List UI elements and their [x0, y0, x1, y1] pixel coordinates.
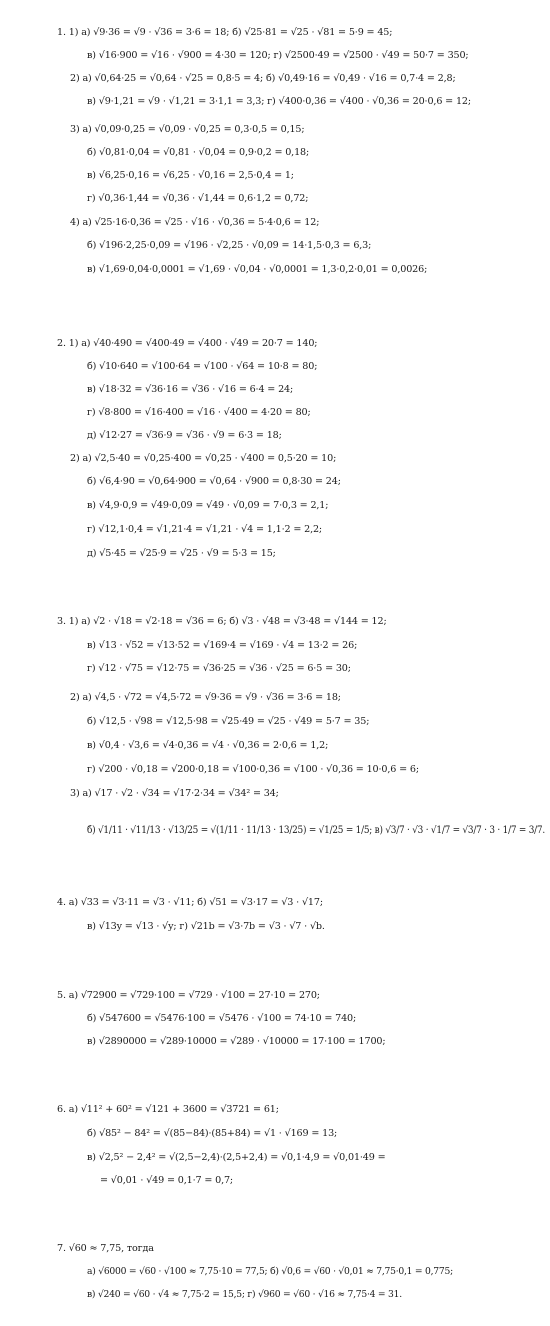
line-7-2: а) √6000 = √60 · √100 ≈ 7,75·10 = 77,5; б) √0,6 = √60 · √0,01 ≈ 7,75·0,1 = 0,775;: [87, 1266, 453, 1277]
line-1-11: в) √1,69·0,04·0,0001 = √1,69 · √0,04 · √0,0001 = 1,3·0,2·0,01 = 0,0026;: [87, 264, 428, 275]
line-3-6: в) √0,4 · √3,6 = √4·0,36 = √4 · √0,36 = 2·0,6 = 1,2;: [87, 740, 329, 751]
line-2-3: в) √18·32 = √36·16 = √36 · √16 = 6·4 = 24;: [87, 384, 294, 395]
line-7-1: 7. √60 ≈ 7,75, тогда: [57, 1243, 154, 1254]
line-3-1: 3. 1) а) √2 · √18 = √2·18 = √36 = 6; б) √3 · √48 = √3·48 = √144 = 12;: [57, 616, 387, 627]
line-3-9: б) √1/11 · √11/13 · √13/25 = √(1/11 · 11/13 · 13/25) = √1/25 = 1/5; в) √3/7 · √3 · √1/7 = √3/7 · 3 · 1/7 = 3/7.: [87, 825, 545, 836]
line-2-1: 2. 1) а) √40·490 = √400·49 = √400 · √49 = 20·7 = 140;: [57, 338, 318, 349]
line-1-7: в) √6,25·0,16 = √6,25 · √0,16 = 2,5·0,4 = 1;: [87, 170, 294, 181]
line-3-8: 3) а) √17 · √2 · √34 = √17·2·34 = √34² = 34;: [70, 788, 279, 799]
line-3-7: г) √200 · √0,18 = √200·0,18 = √100·0,36 = √100 · √0,36 = 10·0,6 = 6;: [87, 764, 419, 775]
line-3-5: б) √12,5 · √98 = √12,5·98 = √25·49 = √25 · √49 = 5·7 = 35;: [87, 716, 370, 727]
line-5-2: б) √547600 = √5476·100 = √5476 · √100 = 74·10 = 740;: [87, 1013, 357, 1024]
line-2-9: г) √12,1·0,4 = √1,21·4 = √1,21 · √4 = 1,1·2 = 2,2;: [87, 524, 323, 535]
line-6-4: = √0,01 · √49 = 0,1·7 = 0,7;: [100, 1175, 234, 1186]
line-4-1: 4. а) √33 = √3·11 = √3 · √11; б) √51 = √3·17 = √3 · √17;: [57, 897, 323, 908]
line-7-3: в) √240 = √60 · √4 ≈ 7,75·2 = 15,5; г) √960 = √60 · √16 ≈ 7,75·4 = 31.: [87, 1289, 402, 1300]
line-4-2: в) √13y = √13 · √y; г) √21b = √3·7b = √3 · √7 · √b.: [87, 921, 325, 932]
line-1-4: в) √9·1,21 = √9 · √1,21 = 3·1,1 = 3,3; г) √400·0,36 = √400 · √0,36 = 20·0,6 = 12;: [87, 96, 471, 107]
line-1-5: 3) а) √0,09·0,25 = √0,09 · √0,25 = 0,3·0,5 = 0,15;: [70, 124, 305, 135]
line-2-4: г) √8·800 = √16·400 = √16 · √400 = 4·20 = 80;: [87, 407, 311, 418]
line-1-1: 1. 1) а) √9·36 = √9 · √36 = 3·6 = 18; б) √25·81 = √25 · √81 = 5·9 = 45;: [57, 27, 393, 38]
line-2-8: в) √4,9·0,9 = √49·0,09 = √49 · √0,09 = 7·0,3 = 2,1;: [87, 500, 329, 511]
line-2-2: б) √10·640 = √100·64 = √100 · √64 = 10·8 = 80;: [87, 361, 318, 372]
line-6-2: б) √85² − 84² = √(85−84)·(85+84) = √1 · √169 = 13;: [87, 1128, 338, 1139]
line-1-8: г) √0,36·1,44 = √0,36 · √1,44 = 0,6·1,2 = 0,72;: [87, 193, 309, 204]
line-1-10: б) √196·2,25·0,09 = √196 · √2,25 · √0,09 = 14·1,5·0,3 = 6,3;: [87, 240, 372, 251]
line-2-10: д) √5·45 = √25·9 = √25 · √9 = 5·3 = 15;: [87, 548, 276, 559]
line-6-1: 6. а) √11² + 60² = √121 + 3600 = √3721 = 61;: [57, 1104, 279, 1115]
line-2-5: д) √12·27 = √36·9 = √36 · √9 = 6·3 = 18;: [87, 430, 282, 441]
line-3-2: в) √13 · √52 = √13·52 = √169·4 = √169 · √4 = 13·2 = 26;: [87, 640, 358, 651]
line-1-3: 2) а) √0,64·25 = √0,64 · √25 = 0,8·5 = 4; б) √0,49·16 = √0,49 · √16 = 0,7·4 = 2,8;: [70, 73, 456, 84]
line-2-7: б) √6,4·90 = √0,64·900 = √0,64 · √900 = 0,8·30 = 24;: [87, 476, 341, 487]
line-1-6: б) √0,81·0,04 = √0,81 · √0,04 = 0,9·0,2 = 0,18;: [87, 147, 310, 158]
line-3-4: 2) а) √4,5 · √72 = √4,5·72 = √9·36 = √9 · √36 = 3·6 = 18;: [70, 692, 341, 703]
line-2-6: 2) а) √2,5·40 = √0,25·400 = √0,25 · √400 = 0,5·20 = 10;: [70, 453, 337, 464]
line-1-9: 4) а) √25·16·0,36 = √25 · √16 · √0,36 = 5·4·0,6 = 12;: [70, 217, 320, 228]
line-5-3: в) √2890000 = √289·10000 = √289 · √10000 = 17·100 = 1700;: [87, 1036, 386, 1047]
line-6-3: в) √2,5² − 2,4² = √(2,5−2,4)·(2,5+2,4) = √0,1·4,9 = √0,01·49 =: [87, 1152, 386, 1163]
line-3-3: г) √12 · √75 = √12·75 = √36·25 = √36 · √25 = 6·5 = 30;: [87, 663, 351, 674]
line-1-2: в) √16·900 = √16 · √900 = 4·30 = 120; г) √2500·49 = √2500 · √49 = 50·7 = 350;: [87, 50, 469, 61]
line-5-1: 5. а) √72900 = √729·100 = √729 · √100 = 27·10 = 270;: [57, 990, 320, 1001]
